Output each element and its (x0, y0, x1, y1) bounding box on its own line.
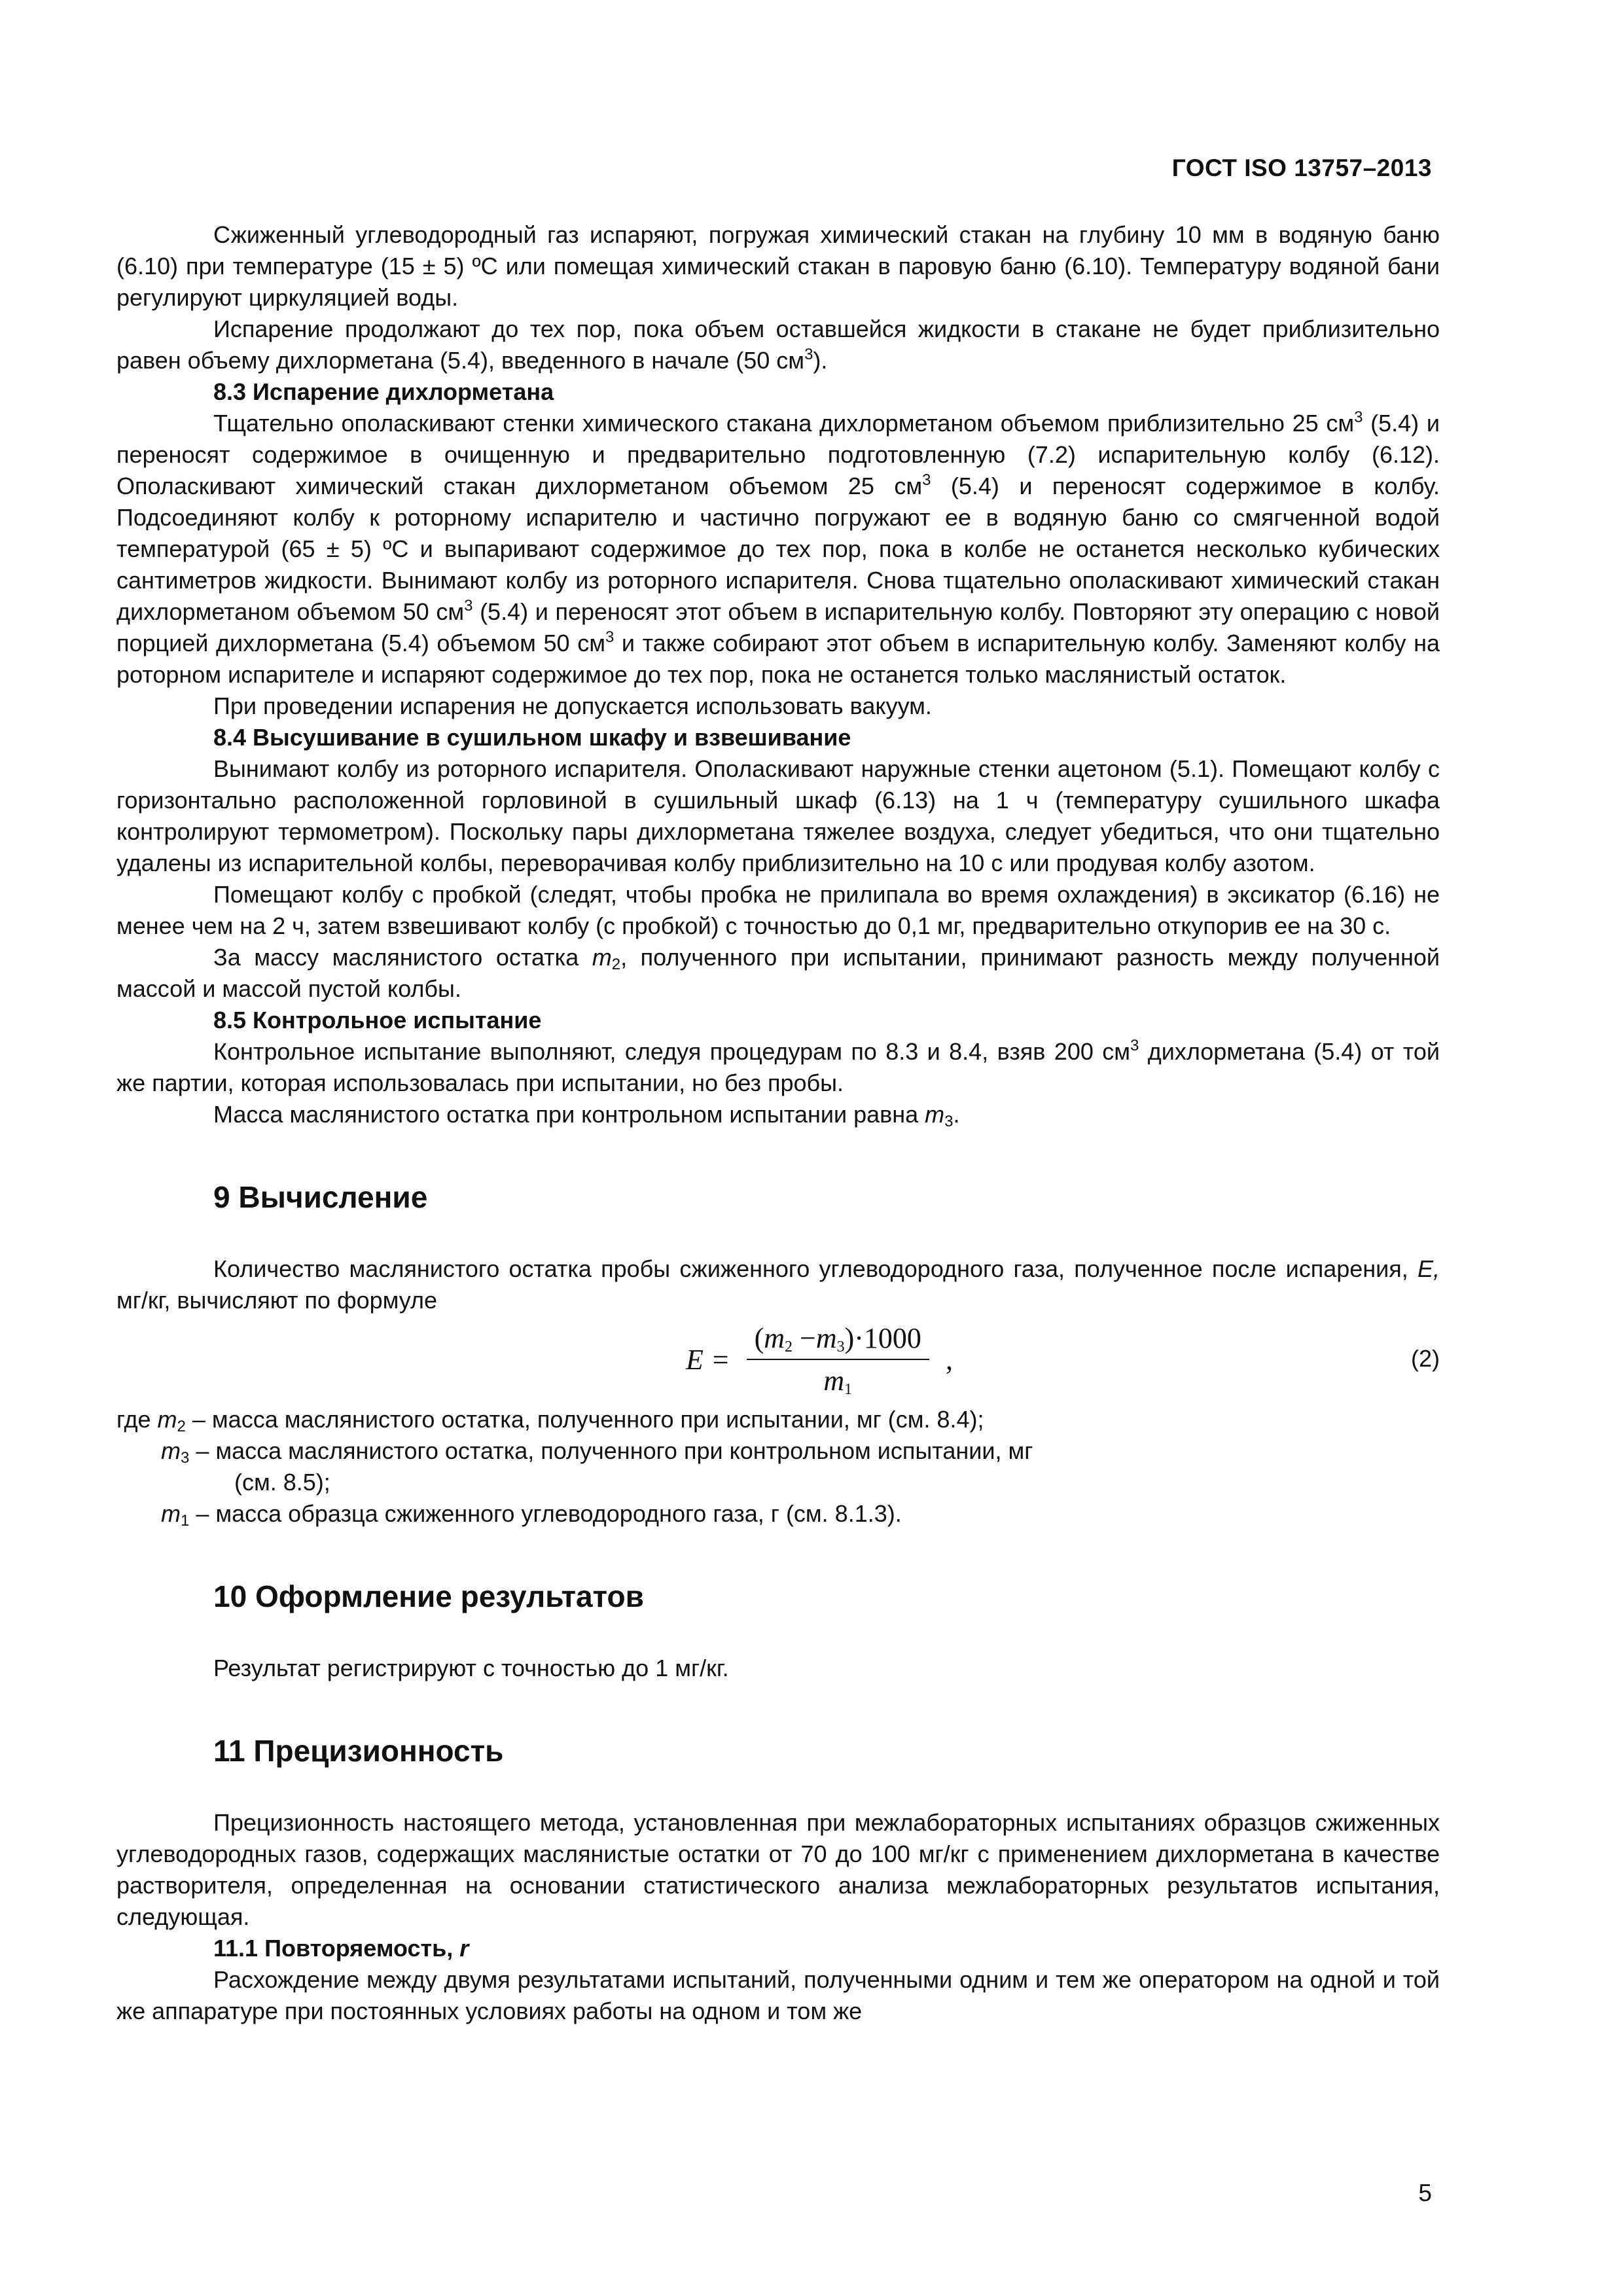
where-line-m3 (116, 1435, 1440, 1467)
text: (5.4) и переносят этот объем в испарительную колбу. Повторяют эту операцию с новой порцией дихлорметана (5.4) объемом 50 см (116, 598, 1440, 656)
superscript: 3 (804, 346, 813, 363)
formula-2 (686, 1321, 953, 1397)
page-number: 5 (1418, 2179, 1432, 2206)
paragraph-desiccator: Помещают колбу с пробкой (следят, чтобы пробка не прилипала во время охлаждения) в эксикатор (6.16) не менее чем на 2 ч, затем взвешивают колбу (с пробкой) с точностью до 0,1 мг, предварительно откупорив ее на 30 с. (116, 881, 1440, 939)
text: где (116, 1406, 158, 1433)
superscript: 3 (464, 597, 473, 615)
paragraph-no-vacuum: При проведении испарения не допускается использовать вакуум. (213, 692, 932, 719)
equation-number: (2) (1411, 1345, 1440, 1372)
document-body (116, 219, 1440, 2027)
formula-fraction (747, 1321, 929, 1397)
paragraph-control-test (116, 1036, 1440, 1099)
text: ). (813, 347, 828, 374)
variable: m (161, 1437, 181, 1464)
text: мг/кг, вычисляют по формуле (116, 1287, 438, 1314)
text: Тщательно ополаскивают стенки химического стакана дихлорметаном объемом приблизительно 25 см (213, 410, 1355, 437)
section-heading-11-1 (116, 1933, 1440, 1964)
formula-comma: , (945, 1343, 953, 1376)
section-heading-8-5: 8.5 Контрольное испытание (213, 1007, 542, 1033)
variable: m (157, 1406, 177, 1433)
text: дихлорметана (5.4) от той же партии, которая использовалась при испытании, но без пробы. (116, 1038, 1440, 1096)
text: Контрольное испытание выполняют, следуя процедурам по 8.3 и 8.4, взяв 200 см (213, 1038, 1130, 1065)
text: (5.4) и переносят содержимое в колбу. Подсоединяют колбу к роторному испарителю и частично погружают ее в водяную баню со смягченной водой температурой (65 ± 5) ºС и выпаривают содержимое до тех пор, пока в колбе не останется несколько кубических сантиметров жидкости. Вынимают колбу из роторного испарителя. Снова тщательно ополаскивают химический стакан дихлорметаном объемом 50 см (116, 473, 1440, 625)
section-heading-10: 10 Оформление результатов (213, 1579, 644, 1613)
text: – масса маслянистого остатка, полученного при контрольном испытании, мг (189, 1437, 1033, 1464)
text: Количество маслянистого остатка пробы сжиженного углеводородного газа, полученное после испарения, (213, 1255, 1418, 1282)
text: , полученного при испытании, принимают разность между полученной массой и массой пустой колбы. (116, 944, 1440, 1002)
variable: E, (1417, 1255, 1440, 1282)
superscript: 3 (605, 628, 615, 646)
paragraph-residue-mass (116, 942, 1440, 1005)
subscript: 2 (177, 1418, 186, 1435)
where-line-m1 (116, 1498, 1440, 1530)
subscript: 1 (844, 1381, 853, 1398)
variable: m (815, 1322, 837, 1354)
where-line-m3-cont: (см. 8.5); (234, 1469, 330, 1496)
text: За массу маслянистого остатка (213, 944, 592, 971)
text: Испарение продолжают до тех пор, пока объем оставшейся жидкости в стакане не будет приблизительно равен объему дихлорметана (5.4), введенного в начале (50 см (116, 315, 1440, 374)
text: – масса маслянистого остатка, полученного при испытании, мг (см. 8.4); (185, 1406, 984, 1433)
subscript: 3 (181, 1449, 190, 1467)
text: − (793, 1322, 816, 1354)
section-heading-8-3: 8.3 Испарение дихлорметана (213, 378, 554, 405)
paragraph-result-precision: Результат регистрируют с точностью до 1 мг/кг. (213, 1655, 729, 1681)
text: – масса образца сжиженного углеводородного газа, г (см. 8.1.3). (189, 1500, 902, 1527)
paragraph-control-mass (116, 1099, 1440, 1130)
document-header: ГОСТ ISO 13757–2013 (1171, 154, 1432, 181)
paragraph-precision: Прецизионность настоящего метода, установленная при межлабораторных испытаниях образцов сжиженных углеводородных газов, содержащих маслянистые остатки от 70 до 100 мг/кг с применением дихлорметана в качестве растворителя, определенная на основании статистического анализа межлабораторных результатов испытания, следующая. (116, 1809, 1440, 1930)
formula-row (116, 1321, 1440, 1400)
superscript: 3 (922, 471, 931, 489)
paragraph-calculation (116, 1253, 1440, 1316)
superscript: 3 (1130, 1037, 1139, 1054)
paragraph-evaporation-continue (116, 314, 1440, 376)
text: ( (754, 1322, 764, 1354)
section-heading-11: 11 Прецизионность (213, 1734, 504, 1768)
subscript: 1 (181, 1512, 190, 1530)
subscript: 3 (836, 1338, 845, 1355)
text: 11.1 Повторяемость, (213, 1935, 460, 1962)
paragraph-repeatability: Расхождение между двумя результатами испытаний, полученными одним и тем же оператором на одной и той же аппаратуре при постоянных условиях работы на одном и том же (116, 1966, 1440, 2024)
subscript: 2 (611, 956, 621, 973)
formula-lhs (686, 1343, 730, 1376)
paragraph-drying: Вынимают колбу из роторного испарителя. Ополаскивают наружные стенки ацетоном (5.1). Помещают колбу с горизонтально расположенной горловиной в сушильный шкаф (6.13) на 1 ч (температуру сушильного шкафа контролируют термометром). Поскольку пары дихлорметана тяжелее воздуха, следует убедиться, что они тщательно удалены из испарительной колбы, переворачивая колбу приблизительно на 10 с или продувая колбу азотом. (116, 755, 1440, 876)
section-heading-8-4: 8.4 Высушивание в сушильном шкафу и взвешивание (213, 724, 851, 751)
text: )·1000 (844, 1322, 921, 1354)
variable: m (823, 1365, 845, 1397)
variable: r (459, 1935, 469, 1962)
text: и также собирают этот объем в испарительную колбу. Заменяют колбу на роторном испарителе и испаряют содержимое до тех пор, пока не останется только маслянистый остаток. (116, 630, 1440, 688)
subscript: 3 (944, 1113, 954, 1130)
text: . (953, 1101, 960, 1128)
variable: m (764, 1322, 785, 1354)
paragraph-dichloromethane-evaporation (116, 408, 1440, 691)
variable: m (592, 944, 612, 971)
paragraph-water-bath: Сжиженный углеводородный газ испаряют, погружая химический стакан на глубину 10 мм в водяную баню (6.10) при температуре (15 ± 5) ºС или помещая химический стакан в паровую баню (6.10). Температуру водяной бани регулируют циркуляцией воды. (116, 221, 1440, 311)
variable: m (925, 1101, 945, 1128)
formula-lhs-text: E = (686, 1343, 730, 1376)
where-line-m2 (116, 1404, 1440, 1435)
formula-numerator (747, 1321, 929, 1360)
section-heading-9: 9 Вычисление (213, 1180, 428, 1214)
formula-denominator (747, 1360, 929, 1397)
text: Масса маслянистого остатка при контрольном испытании равна (213, 1101, 925, 1128)
text: (5.4) и переносят содержимое в очищенную и предварительно подготовленную (7.2) испарительную колбу (6.12). Ополаскивают химический стакан дихлорметаном объемом 25 см (116, 410, 1440, 499)
variable: m (161, 1500, 181, 1527)
superscript: 3 (1354, 408, 1363, 426)
subscript: 2 (785, 1338, 793, 1355)
